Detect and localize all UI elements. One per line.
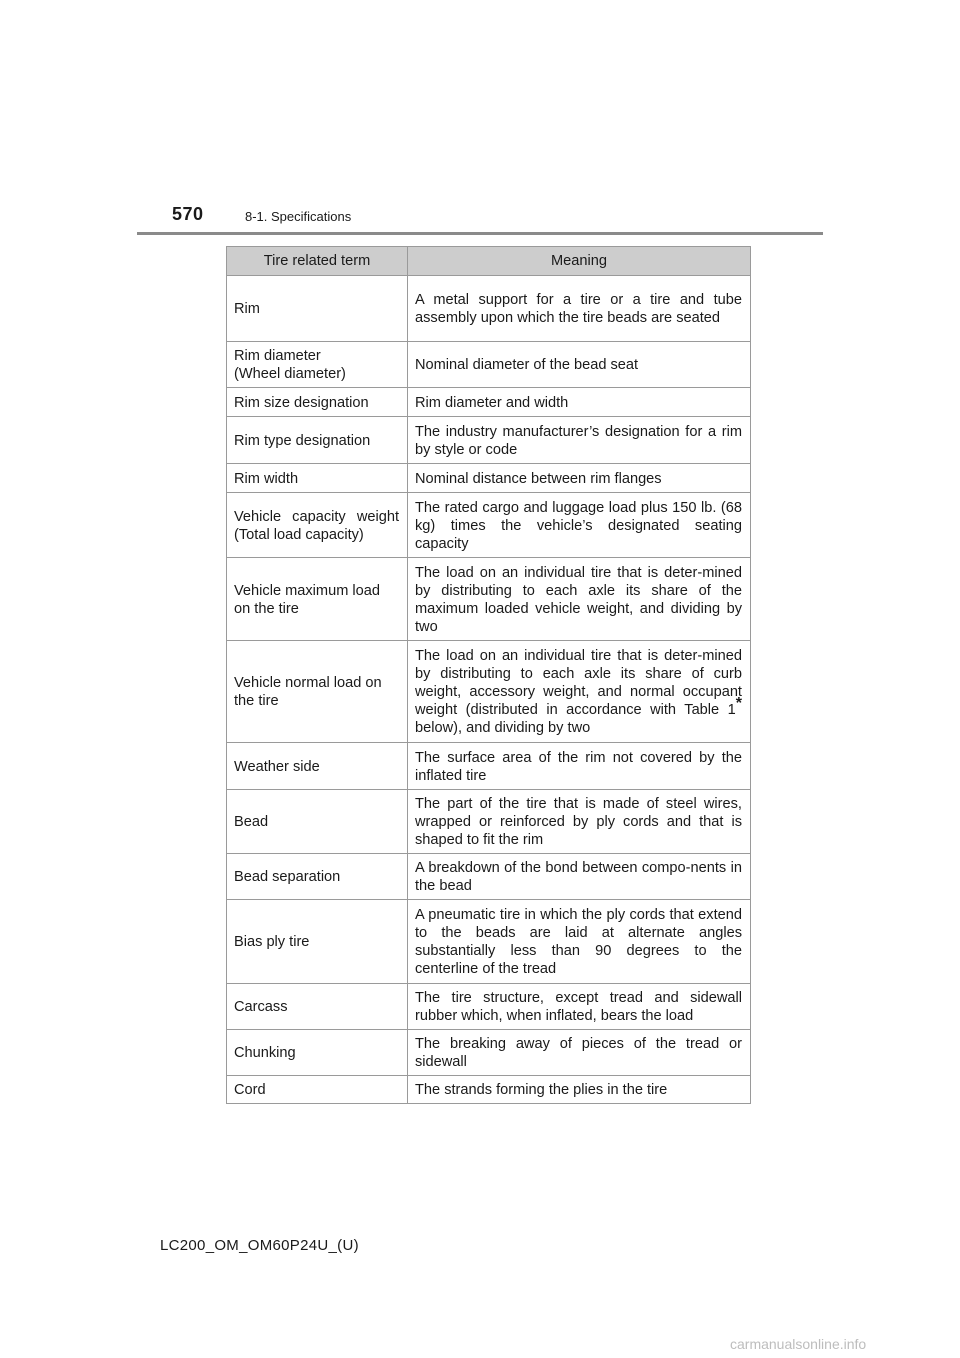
column-header-term: Tire related term (227, 247, 408, 276)
table-row (227, 790, 751, 854)
meaning-cell: The breaking away of pieces of the tread or sidewall (408, 1030, 751, 1076)
tire-terms-table (226, 246, 751, 1104)
meaning-text: below), and dividing by two (415, 720, 591, 736)
table-row (227, 900, 751, 984)
page-number: 570 (172, 204, 204, 224)
term-cell: Vehicle maximum load on the tire (227, 558, 408, 641)
table-row (227, 342, 751, 388)
meaning-cell: A breakdown of the bond between compo-nents in the bead (408, 854, 751, 900)
term-cell: Carcass (227, 984, 408, 1030)
meaning-cell: Nominal diameter of the bead seat (408, 342, 751, 388)
table-row (227, 854, 751, 900)
meaning-text: The load on an individual tire that is deter-mined by distributing to each axle its share of curb weight, accessory weight, and normal occupant weight (distributed in accordance with Table 1 (415, 648, 742, 718)
term-cell: Chunking (227, 1030, 408, 1076)
table-row (227, 1030, 751, 1076)
table-row (227, 464, 751, 493)
term-cell: Bead separation (227, 854, 408, 900)
term-cell: Rim diameter (Wheel diameter) (227, 342, 408, 388)
table-header-row (227, 247, 751, 276)
table-row (227, 984, 751, 1030)
page-header (0, 0, 960, 240)
column-header-meaning: Meaning (408, 247, 751, 276)
meaning-cell: The industry manufacturer’s designation for a rim by style or code (408, 417, 751, 464)
term-cell: Cord (227, 1076, 408, 1104)
document-code: LC200_OM_OM60P24U_(U) (160, 1237, 359, 1254)
term-cell: Rim size designation (227, 388, 408, 417)
meaning-cell: The surface area of the rim not covered by the inflated tire (408, 743, 751, 790)
meaning-cell: Rim diameter and width (408, 388, 751, 417)
section-title: 8-1. Specifications (245, 209, 352, 224)
meaning-cell: A pneumatic tire in which the ply cords that extend to the beads are laid at alternate angles substantially less than 90 degrees to the centerline of the tread (408, 900, 751, 984)
table-row (227, 641, 751, 743)
meaning-cell: The strands forming the plies in the tire (408, 1076, 751, 1104)
meaning-cell (408, 641, 751, 743)
term-cell: Vehicle capacity weight (Total load capacity) (227, 493, 408, 558)
header-divider (137, 232, 823, 235)
meaning-cell: The tire structure, except tread and sidewall rubber which, when inflated, bears the load (408, 984, 751, 1030)
term-cell: Weather side (227, 743, 408, 790)
footnote-asterisk: * (735, 695, 742, 713)
term-cell: Rim (227, 276, 408, 342)
term-cell: Rim width (227, 464, 408, 493)
term-cell: Rim type designation (227, 417, 408, 464)
term-cell: Bias ply tire (227, 900, 408, 984)
table-row (227, 558, 751, 641)
table-row (227, 743, 751, 790)
table-row (227, 276, 751, 342)
meaning-cell: A metal support for a tire or a tire and tube assembly upon which the tire beads are seated (408, 276, 751, 342)
table-row (227, 1076, 751, 1104)
watermark: carmanualsonline.info (730, 1336, 867, 1352)
term-cell: Vehicle normal load on the tire (227, 641, 408, 743)
meaning-cell: The load on an individual tire that is deter-mined by distributing to each axle its share of the maximum loaded vehicle weight, and dividing by two (408, 558, 751, 641)
meaning-cell: The rated cargo and luggage load plus 150 lb. (68 kg) times the vehicle’s designated seating capacity (408, 493, 751, 558)
meaning-cell: Nominal distance between rim flanges (408, 464, 751, 493)
table-row (227, 493, 751, 558)
table-row (227, 388, 751, 417)
term-cell: Bead (227, 790, 408, 854)
table-row (227, 417, 751, 464)
meaning-cell: The part of the tire that is made of steel wires, wrapped or reinforced by ply cords and that is shaped to fit the rim (408, 790, 751, 854)
